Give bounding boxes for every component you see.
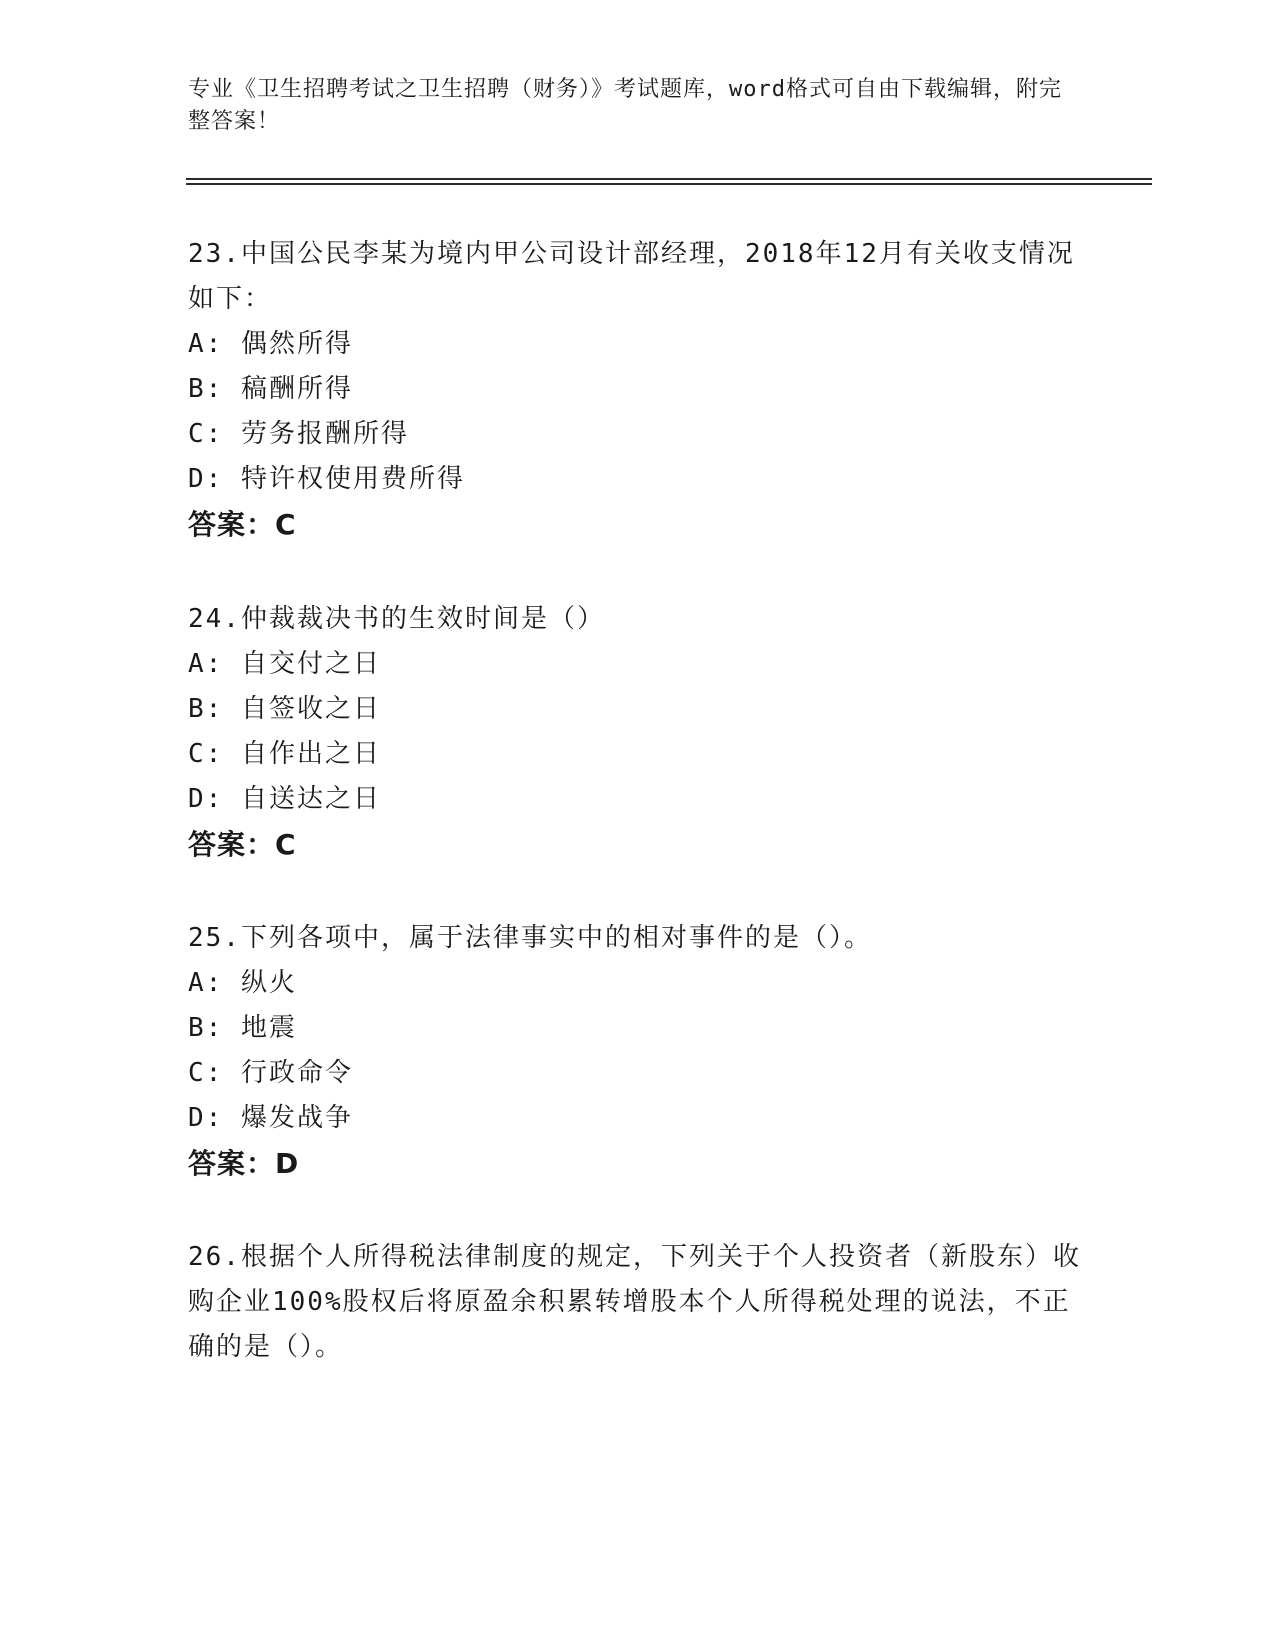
- question-stem: 24.仲裁裁决书的生效时间是（）: [188, 604, 605, 634]
- question-23: [188, 232, 1088, 547]
- header-divider-bottom: [186, 183, 1152, 185]
- option-d: D: 特许权使用费所得: [188, 464, 465, 494]
- question-stem: 25.下列各项中，属于法律事实中的相对事件的是（）。: [188, 923, 872, 953]
- answer: 答案：D: [188, 1147, 300, 1180]
- option-b: B: 自签收之日: [188, 694, 381, 724]
- option-a: A: 偶然所得: [188, 329, 353, 359]
- header-divider-top: [186, 178, 1152, 180]
- answer: 答案：C: [188, 508, 297, 541]
- option-c: C: 自作出之日: [188, 739, 381, 769]
- question-24: [188, 597, 1088, 867]
- option-a: A: 纵火: [188, 968, 297, 998]
- option-b: B: 地震: [188, 1013, 297, 1043]
- document-header: 专业《卫生招聘考试之卫生招聘（财务）》考试题库，word格式可自由下载编辑，附完整答案！: [188, 77, 1062, 134]
- option-c: C: 行政命令: [188, 1058, 353, 1088]
- option-a: A: 自交付之日: [188, 649, 381, 679]
- option-b: B: 稿酬所得: [188, 374, 353, 404]
- question-26: [188, 1235, 1088, 1370]
- answer: 答案：C: [188, 828, 297, 861]
- question-stem: 26.根据个人所得税法律制度的规定，下列关于个人投资者（新股东）收购企业100%股权后将原盈余积累转增股本个人所得税处理的说法，不正确的是（）。: [188, 1242, 1081, 1362]
- question-stem: 23.中国公民李某为境内甲公司设计部经理，2018年12月有关收支情况如下：: [188, 239, 1075, 314]
- option-d: D: 自送达之日: [188, 784, 381, 814]
- option-d: D: 爆发战争: [188, 1103, 353, 1133]
- option-c: C: 劳务报酬所得: [188, 419, 409, 449]
- question-25: [188, 916, 1088, 1186]
